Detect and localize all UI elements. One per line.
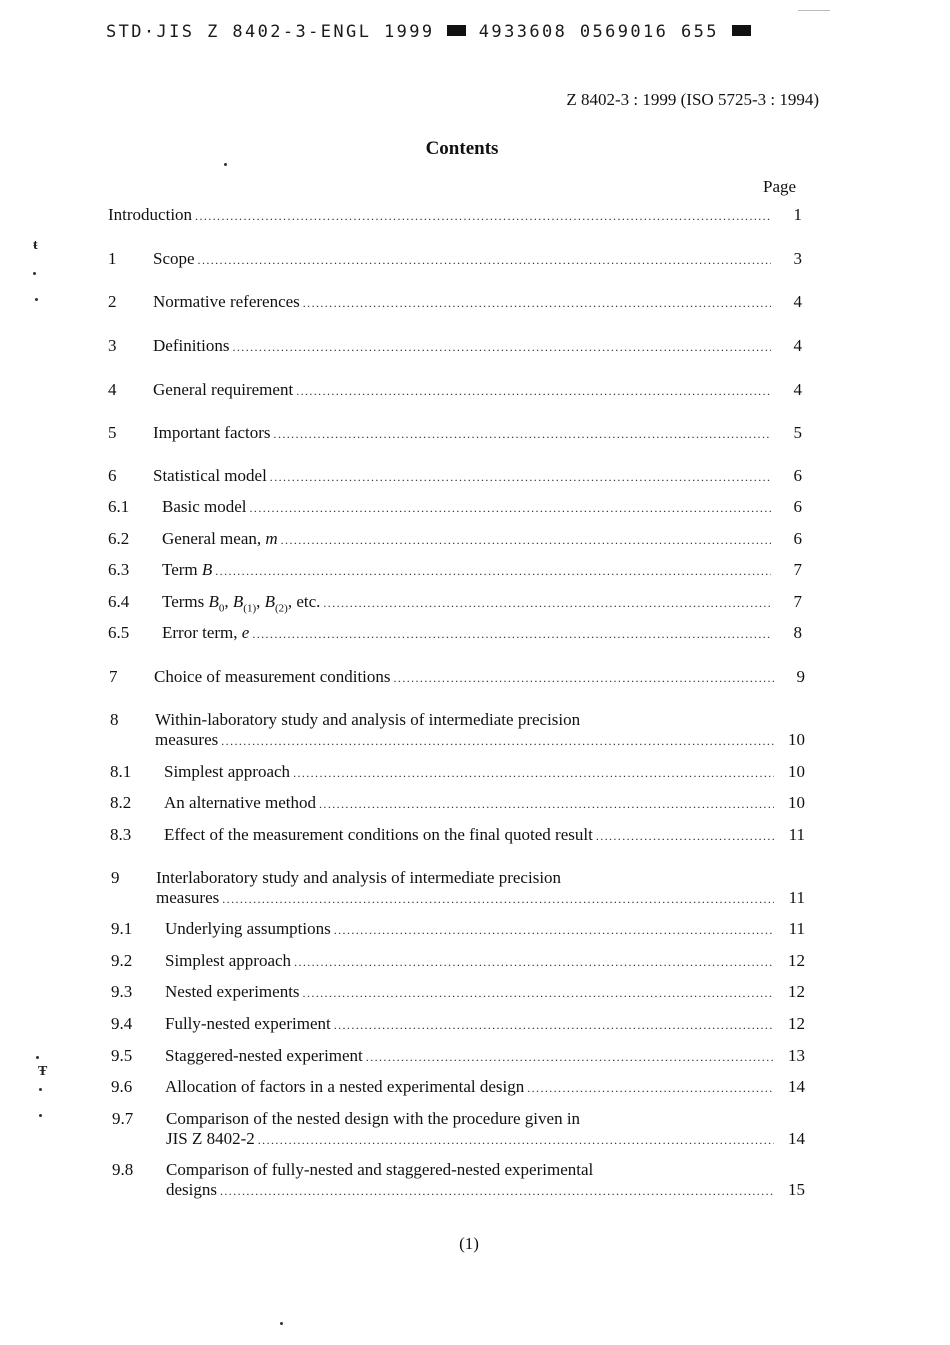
toc-entry-title-cont: measures — [155, 730, 219, 749]
dot-leader — [195, 205, 771, 227]
toc-entry-page: 3 — [793, 249, 802, 268]
toc-entry-title: Fully-nested experiment — [165, 1014, 331, 1033]
scan-artifact — [798, 10, 830, 11]
toc-entry-page: 11 — [788, 888, 805, 907]
toc-entry-number: 8.1 — [110, 762, 132, 781]
toc-entry-page: 15 — [788, 1180, 805, 1199]
toc-entry[interactable] — [153, 335, 802, 357]
toc-entry[interactable] — [165, 1013, 805, 1035]
toc-entry-title: Simplest approach — [165, 951, 292, 970]
toc-entry[interactable] — [162, 622, 802, 644]
toc-entry-page: 7 — [793, 592, 802, 611]
document-id: Z 8402-3 : 1999 (ISO 5725-3 : 1994) — [566, 90, 819, 109]
dot-leader — [258, 1129, 774, 1151]
toc-entry-title: Nested experiments — [165, 982, 300, 1001]
dot-leader — [270, 466, 771, 488]
toc-entry-page: 4 — [793, 336, 802, 355]
toc-entry-number: 9.4 — [111, 1014, 133, 1033]
toc-entry-title: Definitions — [153, 336, 230, 355]
toc-entry[interactable] — [162, 528, 802, 550]
toc-entry-page: 8 — [793, 623, 802, 642]
dot-leader — [233, 336, 772, 358]
toc-entry-title: Comparison of the nested design with the procedure given in — [166, 1109, 581, 1128]
toc-entry-page: 14 — [788, 1129, 805, 1148]
toc-entry-page: 6 — [793, 466, 802, 485]
scan-speck — [224, 163, 227, 166]
toc-entry-title: An alternative method — [164, 793, 317, 812]
dot-leader — [198, 249, 771, 271]
toc-entry-title: Basic model — [162, 497, 247, 516]
dot-leader — [596, 825, 774, 847]
dot-leader — [527, 1077, 774, 1099]
toc-entry-number: 8.2 — [110, 793, 132, 812]
dot-leader — [319, 793, 774, 815]
stamp-block-icon — [447, 25, 466, 36]
dot-leader — [334, 1014, 774, 1036]
toc-entry-page: 12 — [788, 1014, 805, 1033]
margin-mark: Ŧ — [38, 1064, 48, 1079]
toc-entry-number: 8.3 — [110, 825, 132, 844]
toc-entry-title: General mean, m — [162, 529, 278, 548]
toc-entry-number: 9.5 — [111, 1046, 133, 1065]
toc-entry-title: Choice of measurement conditions — [154, 667, 391, 686]
toc-entry-title: Error term, e — [162, 623, 250, 642]
toc-entry-page: 1 — [793, 205, 802, 224]
toc-entry[interactable] — [153, 291, 802, 313]
dot-leader — [296, 380, 771, 402]
dot-leader — [222, 888, 774, 910]
toc-entry-page: 12 — [788, 951, 805, 970]
toc-entry[interactable] — [165, 1076, 805, 1098]
margin-dot — [39, 1088, 42, 1091]
dot-leader — [366, 1046, 774, 1068]
toc-entry-title: Terms $B_0$, $B_{(1)}$, $B_{(2)}$, etc. — [162, 592, 321, 615]
dot-leader — [274, 423, 771, 445]
toc-entry-title: Term B — [162, 560, 213, 579]
toc-entry-title: Normative references — [153, 292, 300, 311]
toc-entry-title: Allocation of factors in a nested experimental design — [165, 1077, 525, 1096]
toc-entry[interactable] — [162, 591, 802, 613]
toc-entry-symbol: B — [201, 560, 213, 579]
toc-entry-number: 6 — [108, 466, 117, 485]
toc-entry[interactable] — [164, 761, 805, 783]
toc-entry-page: 4 — [793, 292, 802, 311]
toc-entry[interactable] — [162, 496, 802, 518]
dot-leader — [221, 730, 774, 752]
toc-entry[interactable] — [165, 950, 805, 972]
stamp-block-icon — [732, 25, 751, 36]
dot-leader — [250, 497, 771, 519]
toc-entry-number: 6.5 — [108, 623, 130, 642]
toc-entry-number: 9 — [111, 868, 120, 887]
toc-entry-symbol: m — [265, 529, 278, 548]
scan-speck — [280, 1322, 283, 1325]
toc-entry-title-cont: measures — [156, 888, 220, 907]
toc-entry-page: 11 — [788, 919, 805, 938]
toc-entry-title-cont: JIS Z 8402-2 — [166, 1129, 255, 1148]
toc-entry-number: 1 — [108, 249, 117, 268]
toc-entry-page: 6 — [793, 529, 802, 548]
toc-entry[interactable] — [166, 1179, 805, 1201]
stamp-left-text: STD·JIS Z 8402-3-ENGL 1999 — [106, 22, 435, 42]
toc-entry-number: 9.1 — [111, 919, 133, 938]
toc-entry-number: 9.7 — [112, 1109, 134, 1128]
toc-entry-page: 10 — [788, 730, 805, 749]
toc-entry-page: 14 — [788, 1077, 805, 1096]
toc-entry-number: 9.2 — [111, 951, 133, 970]
dot-leader — [303, 292, 771, 314]
toc-entry-number: 6.3 — [108, 560, 130, 579]
toc-entry-title: Simplest approach — [164, 762, 291, 781]
toc-entry-number: 6.1 — [108, 497, 130, 516]
stamp-middle-text: 4933608 0569016 655 — [478, 22, 719, 42]
toc-entry-page: 4 — [793, 380, 802, 399]
toc-entry[interactable] — [156, 887, 805, 909]
dot-leader — [294, 951, 774, 973]
margin-dot — [39, 1114, 42, 1117]
toc-entry-title-cont: designs — [166, 1180, 217, 1199]
toc-entry[interactable] — [154, 666, 805, 688]
toc-entry-number: 6.4 — [108, 592, 130, 611]
toc-entry-number: 5 — [108, 423, 117, 442]
toc-entry[interactable] — [165, 918, 805, 940]
toc-entry-title: Underlying assumptions — [165, 919, 331, 938]
toc-entry-symbol: e — [241, 623, 250, 642]
toc-entry-title: Introduction — [108, 205, 193, 224]
margin-mark: ŧ — [33, 238, 38, 253]
toc-entry[interactable] — [153, 465, 802, 487]
dot-leader — [252, 623, 771, 645]
toc-entry-number: 3 — [108, 336, 117, 355]
toc-entry-title: Statistical model — [153, 466, 267, 485]
dot-leader — [220, 1180, 774, 1202]
toc-entry[interactable] — [108, 204, 802, 226]
toc-entry-page: 6 — [793, 497, 802, 516]
toc-entry-page: 11 — [788, 825, 805, 844]
contents-heading: Contents — [425, 138, 499, 159]
toc-entry-page: 7 — [793, 560, 802, 579]
toc-entry[interactable] — [164, 792, 805, 814]
toc-entry[interactable] — [153, 248, 802, 270]
dot-leader — [293, 762, 774, 784]
toc-entry-page: 13 — [788, 1046, 805, 1065]
toc-entry-title: Important factors — [153, 423, 271, 442]
toc-entry-number: 6.2 — [108, 529, 130, 548]
page-column-label: Page — [763, 177, 797, 196]
toc-entry-number: 8 — [110, 710, 119, 729]
toc-entry-page: 5 — [793, 423, 802, 442]
toc-entry[interactable] — [153, 379, 802, 401]
document-stamp-line — [106, 22, 751, 42]
toc-entry-title: Scope — [153, 249, 195, 268]
toc-entry-page: 9 — [796, 667, 805, 686]
toc-entry-title: General requirement — [153, 380, 294, 399]
margin-dot — [35, 298, 38, 301]
toc-entry-title: Comparison of fully-nested and staggered-nested experimental — [166, 1160, 594, 1179]
dot-leader — [323, 592, 771, 614]
toc-entry-title: Effect of the measurement conditions on the final quoted result — [164, 825, 593, 844]
toc-entry[interactable] — [166, 1128, 805, 1150]
margin-dot — [33, 272, 36, 275]
margin-dot — [36, 1056, 39, 1059]
toc-entry-number: 9.8 — [112, 1160, 134, 1179]
dot-leader — [215, 560, 771, 582]
toc-entry-page: 10 — [788, 793, 805, 812]
dot-leader — [394, 667, 774, 689]
toc-entry[interactable] — [165, 981, 805, 1003]
toc-entry-number: 9.3 — [111, 982, 133, 1001]
toc-entry[interactable] — [162, 559, 802, 581]
page-number: (1) — [459, 1234, 479, 1253]
toc-entry-title: Within-laboratory study and analysis of intermediate precision — [155, 710, 581, 729]
toc-entry[interactable] — [153, 422, 802, 444]
toc-entry-number: 9.6 — [111, 1077, 133, 1096]
toc-entry-title: Interlaboratory study and analysis of intermediate precision — [156, 868, 562, 887]
toc-entry-page: 10 — [788, 762, 805, 781]
toc-entry[interactable] — [164, 824, 805, 846]
dot-leader — [281, 529, 771, 551]
dot-leader — [334, 919, 774, 941]
toc-entry-number: 2 — [108, 292, 117, 311]
toc-entry[interactable] — [155, 729, 805, 751]
toc-entry-title: Staggered-nested experiment — [165, 1046, 363, 1065]
toc-entry-number: 7 — [109, 667, 118, 686]
dot-leader — [303, 982, 774, 1004]
toc-entry-number: 4 — [108, 380, 117, 399]
toc-entry-page: 12 — [788, 982, 805, 1001]
toc-entry[interactable] — [165, 1045, 805, 1067]
